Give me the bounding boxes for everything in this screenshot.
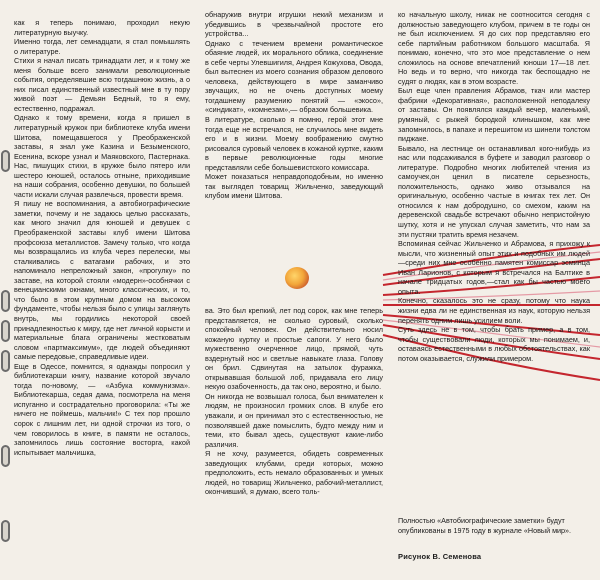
illustration-credit: Рисунок В. Семенова	[398, 552, 482, 561]
text-column-2-bottom: ва. Это был крепкий, лет под сорок, как мне теперь представляется, не сколько суровый, сколько спокойный человек. Он действительно носил кожаную куртку и простые сапоги. У него было мужественно очерченное лицо, прямой, чуть вздернутый нос и светлые навыкате глаза. Голову он брил. Сдвинутая на затылок фуражка, открывавшая большой лоб, придавала его лицу некую озабоченность, да так оно, вероятно, и было. Он никогда не возвышал голоса, был внимателен к людям, не произносил громких слов. В клубе его уважали, и он принимал это с естественностью, не позволявшей даже помыслить, будто между ним и теми, кто бывал здесь, существуют какие-либо различия. Я не хочу, разумеется, обидеть современных заведующих клубами, среди которых, можно предположить, есть немало образованных и умных людей, но товарищ Жильченко, рабочий-металлист, окончивший, я думаю, всего толь-	[205, 306, 383, 497]
spiral-binding-ring	[1, 445, 10, 467]
publication-note: Полностью «Автобиографические заметки» будут опубликованы в 1975 году в журнале «Новый мир».	[398, 516, 572, 535]
text-column-2-top: обнаружив внутри игрушки некий механизм и убедившись в чрезвычайной простоте его устройства... Однако с течением времени романтическое обаяние людей, их морального облика, соединение в себе черты Улевшигиля, Андрея Кожухова, Овода, был вытеснен из моего сознания образом делового человека, действующего в мире заманчиво звучащих, но не очень доступных моему тогдашнему разумению понятий — «экосо», «синдикат», «комнезам»,— образом большевика. В литературе, сколько я помню, герой этот мне тогда еще не встречался, не случилось мне видеть его и в жизни. Моему воображению смутно рисовался суровый человек в кожаной куртке, каким в первые революционные годы многие представляли себе большевистского комиссара. Может показаться неправдоподобным, но именно так выглядел товарищ Жильченко, заведующий клубом имени Шитова.	[205, 10, 383, 201]
text-column-3: ко начальную школу, никак не соотносится сегодня с должностью заведующего клубом, причем в те годы он не был исключением. Я до сих пор представляю его себе партийным работником большого масштаба. Я понимаю, конечно, что это мое представление о нем сложилось на основе впечатлений юноши 17—18 лет. Но ведь и то верно, что никогда так беспощадно не судят о людях, как в этом возрасте. Был еще член правления Абрамов, ткач или мастер фабрики «Декоративная», расположенной неподалеку от заставы. Он появлялся каждый вечер, маленький, румяный, с рыжей бородкой клинышком, как мне запомнилось, в папахе и перешитом из шинели толстом пиджаке. Бывало, на лестнице он останавливал кого-нибудь из нас или подсаживался в буфете и заводил разговор о литературе. Подробно многих любителей чтения из самоучек,он ценил в писателе серьезность, положительность, однако живо отзывался на оригинальную, особенно частые в книгах тех лет. Он относился к нам добродушно, со смехом, каким на деревенской свадьбе встречают обычно непристойную шутку, хотя и не упускал случая заметить, что нам за эти пустяки тратить время незачем. Вспоминая сейчас Жильченко и Абрамова, я прихожу к мысли, что жизненный опыт этих и подобных им людей—среди них мне особенно памятен комиссар эсминца Иван Ларионов, с которым я встречался на Балтике в начале тридцатых годов,—стал как бы частью моего опыта. Конечно, сказалось это не сразу, потому что наука жизни едва ли не единственная из наук, которую нельзя перенять одним лишь усилием воли. Суть здесь не в том, чтобы брать пример, а в том, чтобы существовали люди, которых мы понимаем, и, оставаясь естественными в любых обстоятельствах, как потом оказывается, служили примером.	[398, 10, 590, 363]
spiral-binding-ring	[1, 150, 10, 172]
spiral-binding-ring	[1, 290, 10, 312]
text-column-1: как я теперь понимаю, проходил некую литературную выучку. Именно тогда, лет семнадцати, я стал помышлять о литературе. Стихи я начал писать тринадцати лет, и к тому же меня больше всего занимали революционные события, определявшие всю тогдашнюю жизнь, а о них писал единственный известный мне в ту пору живой поэт — Демьян Бедный, то я ему, естественно, подражал. Однако к тому времени, когда я пришел в литературный кружок при библиотеке клуба имени Шитова, помещавшегося у Преображенской заставы, я знал уже Казина и Безыменского, Есенина, вскоре узнал и Маяковского, Пастернака. Нас, пишущих стихи, в кружке было пятеро или шестеро юношей, осталось отныне, приходившие на наши собрания, особенно девушки, по большей части искали случая развлечься, провести время. Я пишу не воспоминания, а автобиографические заметки, почему и не задаюсь целью рассказать, как много значил для юношей и девушек с Преображенской заставы клуб имени Шитова профсоюза металлистов. Замечу только, что когда мы возвращались из клуба через перелески, мы сталкивались с ватагами рабочих, и это напоминало непреложный закон, «прогулку» по заставе, на которой стояли «модерн»-особнячки с венецианскими окнами, много классических, и то, что было в этом крупным домом на высоком фундаменте, чтобы нельзя было с улицы заглянуть внутрь, мы гордились некоторой своей принадлежностью к миру, где нет личной корысти и материальные блага ограничены жестковатым словом «партмаксимум», где людей объединяют самые передовые, справедливые идеи. Еще в Одессе, помнится, я однажды попросил у библиотекарши книгу, название которой звучало тогда по-новому, — «Азбука коммунизма». Библиотекарша, седая дама, посмотрела на меня испуганно и сострадательно проговорила: «Ты же ничего не поймешь, мальчик!» С тех пор прошло сорок с лишним лет, ни одной строчки из того, о чем говорилось в книге, в памяти не осталось, запомнилось лишь состояние восторга, какой испытывает мальчишка,	[14, 18, 190, 457]
decorative-sphere-illustration	[285, 267, 309, 289]
spiral-binding-ring	[1, 320, 10, 342]
spiral-binding-ring	[1, 520, 10, 542]
spiral-binding-ring	[1, 350, 10, 372]
